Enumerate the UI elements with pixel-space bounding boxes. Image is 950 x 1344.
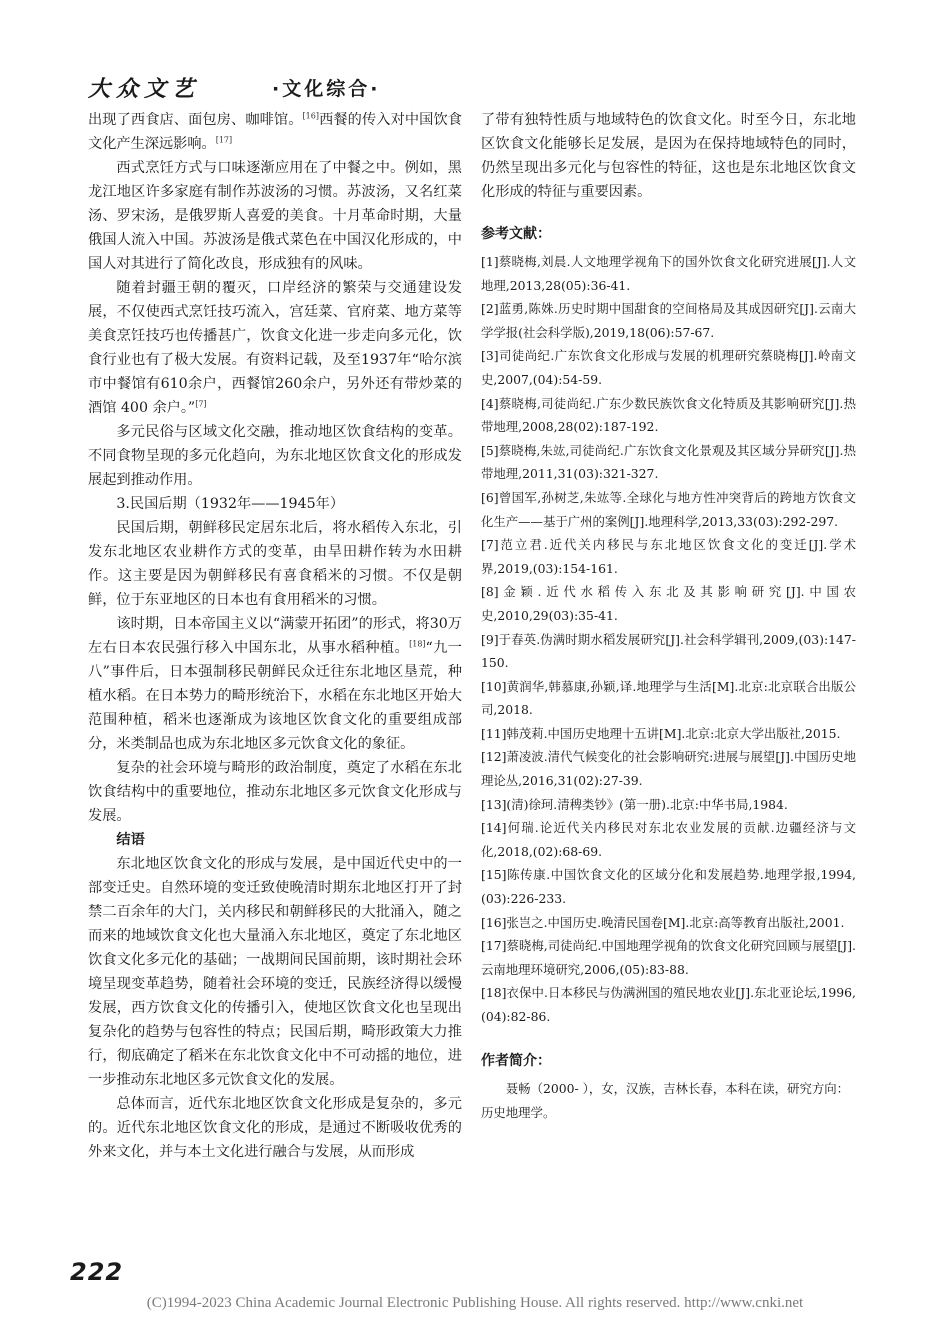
subsection-heading: 3.民国后期（1932年——1945年） — [116, 496, 345, 512]
reference-item: [14]何瑞.论近代关内移民对东北农业发展的贡献.边疆经济与文化,2018,(02):68-69. — [481, 820, 856, 859]
paragraph: 民国后期，朝鲜移民定居东北后，将水稻传入东北，引发东北地区农业耕作方式的变革，由旱田耕作转为水田耕作。这主要是因为朝鲜移民有喜食稻米的习惯。不仅是朝鲜，位于东亚地区的日本也有食用稻米的习惯。 — [88, 520, 462, 608]
author-bio: 聂畅（2000- ），女，汉族，吉林长春，本科在读，研究方向：历史地理学。 — [481, 1080, 850, 1120]
reference-item: [6]曾国军,孙树芝,朱竑等.全球化与地方性冲突背后的跨地方饮食文化生产——基于广州的案例[J].地理科学,2013,33(03):292-297. — [481, 489, 856, 529]
reference-item: [15]陈传康.中国饮食文化的区域分化和发展趋势.地理学报,1994,(03):226-233. — [481, 867, 856, 907]
paragraph: 多元民俗与区域文化交融，推动地区饮食结构的变革。不同食物呈现的多元化趋向，为东北地区饮食文化的形成发展起到推动作用。 — [88, 424, 462, 488]
left-column — [88, 108, 462, 1164]
paragraph: 该时期，日本帝国主义以“满蒙开拓团”的形式，将30万左右日本农民强行移入中国东北，从事水稻种植。[18]“九一八”事件后，日本强制移民朝鲜民众迁往东北地区垦荒，种植水稻。在日本势力的畸形统治下，水稻在东北地区开始大范围种植，稻米也逐渐成为该地区饮食文化的重要组成部分，米类制品也成为东北地区多元饮食文化的象征。 — [88, 616, 462, 752]
author-heading: 作者简介： — [481, 1052, 551, 1069]
reference-item: [7]范立君.近代关内移民与东北地区饮食文化的变迁[J].学术界,2019,(03):154-161. — [481, 537, 856, 576]
references-heading: 参考文献： — [481, 226, 551, 242]
page-number: 222 — [70, 1258, 124, 1286]
journal-name: 大众文艺 — [88, 77, 201, 102]
reference-item: [4]蔡晓梅,司徒尚纪.广东少数民族饮食文化特质及其影响研究[J].热带地理,2008,28(02):187-192. — [481, 395, 856, 435]
reference-item: [8]金颖.近代水稻传入东北及其影响研究[J].中国农史,2010,29(03):35-41. — [481, 584, 856, 623]
reference-item: [18]衣保中.日本移民与伪满洲国的殖民地农业[J].东北亚论坛,1996,(04):82-86. — [481, 985, 856, 1024]
reference-item: [10]黄润华,韩慕康,孙颖,译.地理学与生活[M].北京:北京联合出版公司,2018. — [481, 678, 856, 718]
reference-item: [11]韩茂莉.中国历史地理十五讲[M].北京:北京大学出版社,2015. — [481, 725, 841, 741]
paragraph: 随着封疆王朝的覆灭，口岸经济的繁荣与交通建设发展，不仅使西式烹饪技巧流入，宫廷菜、官府菜、地方菜等美食烹饪技巧也传播甚广，饮食文化进一步走向多元化，饮食行业也有了极大发展。有资料记载，及至1937年“哈尔滨市中餐馆有610余户，西餐馆260余户，另外还有带炒菜的酒馆 400 余户。”[7] — [88, 280, 462, 416]
paragraph: 东北地区饮食文化的形成与发展，是中国近代史中的一部变迁史。自然环境的变迁致使晚清时期东北地区打开了封禁二百余年的大门，关内移民和朝鲜移民的大批涌入，随之而来的地域饮食文化也大量涌入东北地区，奠定了东北地区饮食文化多元化的基础；一战期间民国前期，该时期社会环境呈现变革趋势，随着社会环境的变迁，民族经济得以缓慢发展，西方饮食文化的传播引入，使地区饮食文化也呈现出复杂化的趋势与包容性的特点；民国后期，畸形政策大力推行，彻底确定了稻米在东北饮食文化中不可动摇的地位，进一步推动东北地区多元饮食文化的发展。 — [88, 856, 462, 1088]
reference-item: [16]张岂之.中国历史.晚清民国卷[M].北京:高等教育出版社,2001. — [481, 914, 845, 930]
reference-list — [481, 250, 856, 1029]
reference-item: [17]蔡晓梅,司徒尚纪.中国地理学视角的饮食文化研究回顾与展望[J].云南地理环境研究,2006,(05):83-88. — [481, 938, 856, 977]
copyright-notice: (C)1994-2023 China Academic Journal Electronic Publishing House. All rights reserved. http://www.cnki.net — [146, 1295, 804, 1311]
paragraph: 西式烹饪方式与口味逐渐应用在了中餐之中。例如，黑龙江地区许多家庭有制作苏波汤的习惯。苏波汤，又名红菜汤、罗宋汤，是俄罗斯人喜爱的美食。十月革命时期，大量俄国人流入中国。苏波汤是俄式菜色在中国汉化形成的，中国人对其进行了简化改良，形成独有的风味。 — [88, 160, 462, 272]
reference-item: [1]蔡晓梅,刘晨.人文地理学视角下的国外饮食文化研究进展[J].人文地理,2013,28(05):36-41. — [481, 254, 856, 293]
reference-item: [2]蓝勇,陈姝.历史时期中国甜食的空间格局及其成因研究[J].云南大学学报(社会科学版),2019,18(06):57-67. — [481, 301, 856, 340]
conclusion-heading: 结语 — [116, 832, 145, 848]
paragraph: 出现了西食店、面包房、咖啡馆。[16]西餐的传入对中国饮食文化产生深远影响。[17] — [88, 111, 462, 152]
section-title: ·文化综合· — [272, 78, 381, 100]
citation: [17] — [215, 135, 233, 145]
reference-item: [12]萧凌波.清代气候变化的社会影响研究:进展与展望[J].中国历史地理论丛,2016,31(02):27-39. — [481, 749, 856, 789]
paragraph: 了带有独特性质与地域特色的饮食文化。时至今日，东北地区饮食文化能够长足发展，是因为在保持地域特色的同时，仍然呈现出多元化与包容性的特征，这也是东北地区饮食文化形成的特征与重要因素。 — [481, 112, 856, 200]
paragraph: 总体而言，近代东北地区饮食文化形成是复杂的，多元的。近代东北地区饮食文化的形成，是通过不断吸收优秀的外来文化，并与本土文化进行融合与发展，从而形成 — [88, 1096, 462, 1160]
reference-item: [9]于春英.伪满时期水稻发展研究[J].社会科学辑刊,2009,(03):147-150. — [481, 631, 856, 671]
citation: [7] — [195, 399, 207, 409]
reference-item: [3]司徒尚纪.广东饮食文化形成与发展的机理研究蔡晓梅[J].岭南文史,2007,(04):54-59. — [481, 348, 856, 387]
reference-item: [13](清)徐珂.清稗类钞》(第一册).北京:中华书局,1984. — [481, 796, 788, 812]
right-column — [481, 108, 856, 1125]
reference-item: [5]蔡晓梅,朱竑,司徒尚纪.广东饮食文化景观及其区域分异研究[J].热带地理,2011,31(03):321-327. — [481, 442, 856, 482]
paragraph: 复杂的社会环境与畸形的政治制度，奠定了水稻在东北饮食结构中的重要地位，推动东北地区多元饮食文化形成与发展。 — [88, 760, 462, 824]
citation: [16] — [302, 111, 319, 121]
citation: [18] — [409, 639, 426, 649]
